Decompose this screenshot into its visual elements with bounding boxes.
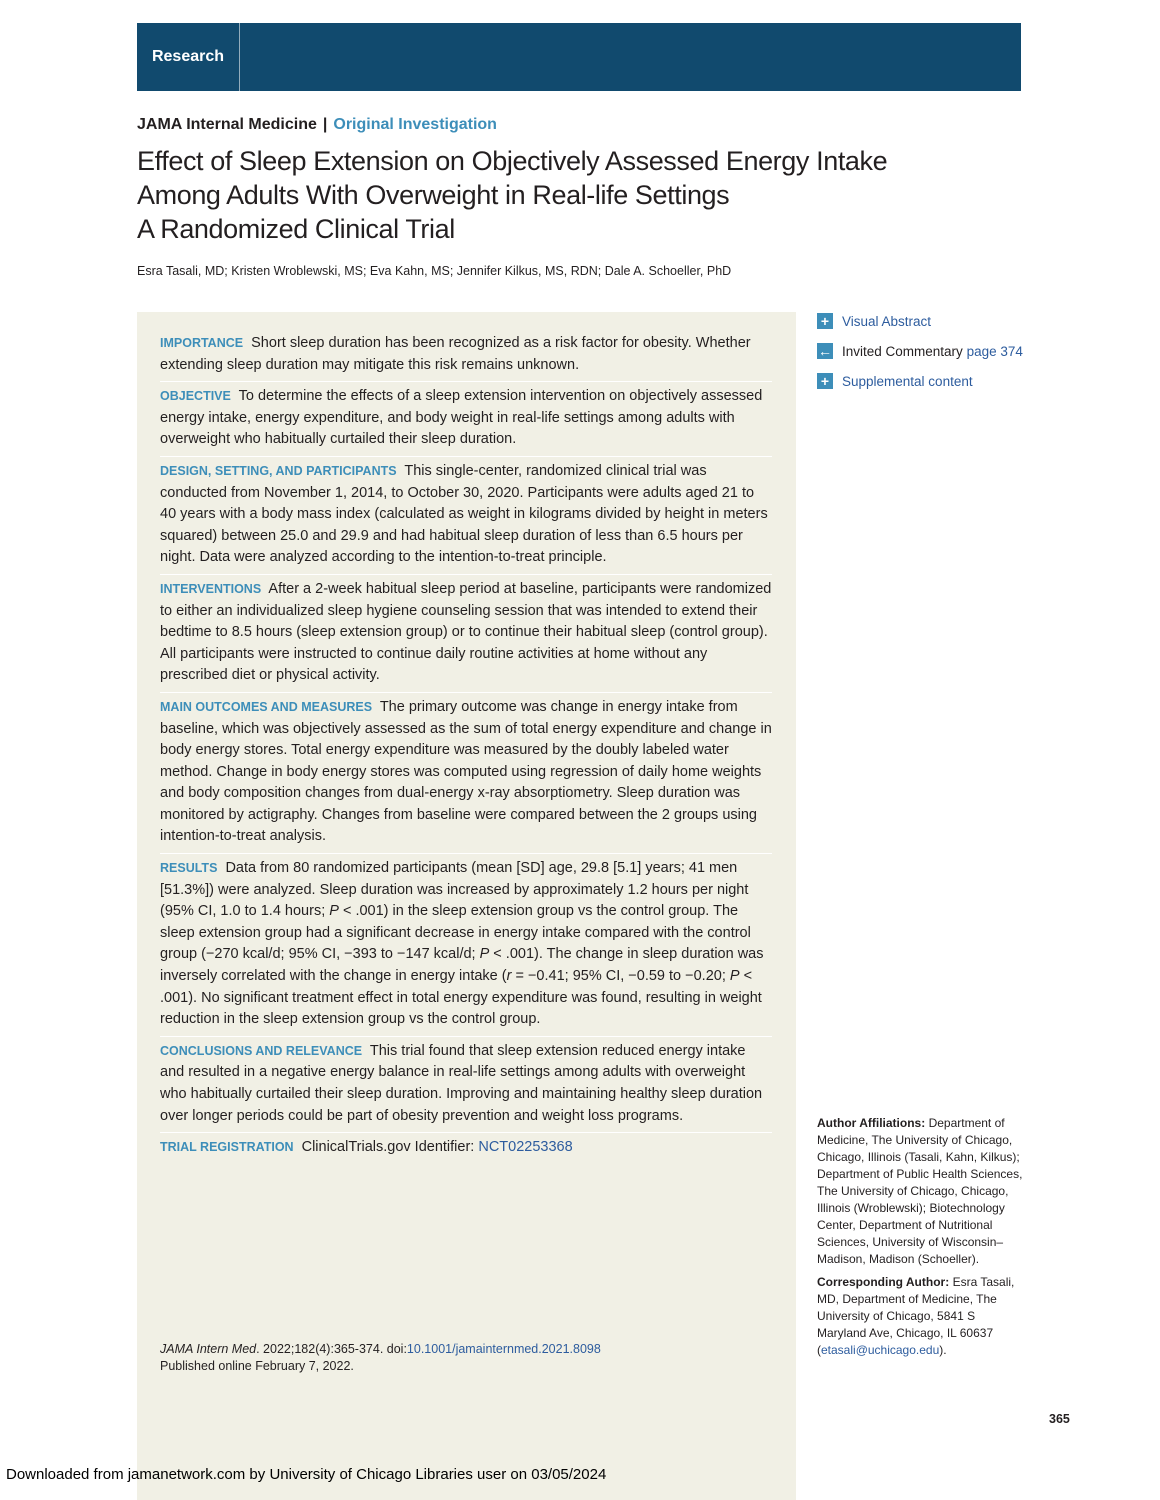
- section-heading: RESULTS: [160, 861, 218, 876]
- p-symbol: P: [729, 968, 740, 985]
- supplemental-content-label[interactable]: Supplemental content: [842, 373, 973, 389]
- visual-abstract-label[interactable]: Visual Abstract: [842, 313, 932, 329]
- page-number: 365: [1049, 1412, 1070, 1426]
- title-line-1: Effect of Sleep Extension on Objectively Assessed Energy Intake: [137, 146, 888, 176]
- abstract-body: [160, 329, 772, 1164]
- affiliations-paragraph: [817, 1115, 1023, 1268]
- citation-details: . 2022;182(4):365-374. doi:: [256, 1342, 407, 1356]
- plus-icon: +: [817, 313, 833, 329]
- visual-abstract-link[interactable]: [817, 306, 1027, 336]
- section-text: ClinicalTrials.gov Identifier:: [301, 1139, 479, 1156]
- journal-line: [137, 116, 497, 134]
- trial-id-link[interactable]: NCT02253368: [478, 1139, 573, 1156]
- abstract-objective: [160, 382, 772, 457]
- article-sidebar: [817, 306, 1027, 396]
- abstract-outcomes: [160, 693, 772, 854]
- section-heading: INTERVENTIONS: [160, 581, 262, 596]
- section-heading: MAIN OUTCOMES AND MEASURES: [160, 699, 373, 714]
- article-type-link[interactable]: Original Investigation: [333, 116, 497, 133]
- section-heading: IMPORTANCE: [160, 336, 244, 350]
- corresponding-close: ).: [939, 1343, 947, 1357]
- section-heading: OBJECTIVE: [160, 389, 231, 404]
- published-date: Published online February 7, 2022.: [160, 1359, 354, 1373]
- results-text-5: < .001). No significant treatment effect in total energy expenditure was found, resulting in weight reduction in the sleep extension group vs the control group.: [160, 968, 762, 1028]
- section-heading: TRIAL REGISTRATION: [160, 1140, 294, 1155]
- abstract-results: [160, 854, 772, 1037]
- article-subtitle: A Randomized Clinical Trial: [137, 214, 455, 244]
- section-text: The primary outcome was change in energy intake from baseline, which was objectively assessed as the sum of total energy expenditure and change in body energy stores. Total energy expenditure was measured by the doubly labeled water method. Change in body energy stores was computed using regression of daily home weights and body composition changes from dual-energy x-ray absorptiometry. Sleep duration was monitored by actigraphy. Changes from baseline were compared between the 2 groups using intention-to-treat analysis.: [160, 698, 772, 845]
- abstract-importance: [160, 329, 772, 382]
- abstract-design: [160, 457, 772, 575]
- results-text-2: < .001) in the sleep extension group vs the control group. The sleep extension group had a significant decrease in energy intake compared with the control group (−270 kcal/d; 95% CI, −393 to −147 kcal/d;: [160, 903, 751, 963]
- section-text: Short sleep duration has been recognized as a risk factor for obesity. Whether extending sleep duration may mitigate this risk remains unknown.: [160, 335, 751, 373]
- section-heading: DESIGN, SETTING, AND PARTICIPANTS: [160, 463, 397, 478]
- invited-commentary-label: Invited Commentary: [842, 343, 963, 359]
- section-text: To determine the effects of a sleep extension intervention on objectively assessed energy intake, energy expenditure, and body weight in real-life settings among adults with overweight who habitually curtailed their sleep duration.: [160, 388, 763, 448]
- r-symbol: r: [506, 968, 512, 985]
- invited-commentary-link[interactable]: [817, 336, 1027, 366]
- corresponding-paragraph: [817, 1274, 1023, 1359]
- section-label: Research: [151, 48, 225, 65]
- arrow-left-icon: ←: [818, 343, 832, 359]
- section-text: This single-center, randomized clinical trial was conducted from November 1, 2014, to October 30, 2020. Participants were adults aged 21 to 40 years with a body mass index (calculated as weight in kilograms divided by height in meters squared) between 25.0 and 29.9 and had habitual sleep duration of less than 6.5 hours per night. Data were analyzed according to the intention-to-treat principle.: [160, 462, 768, 566]
- citation-journal: JAMA Intern Med: [160, 1342, 257, 1356]
- plus-icon: +: [817, 373, 833, 389]
- commentary-page-link[interactable]: page 374: [966, 343, 1023, 359]
- section-text: This trial found that sleep extension reduced energy intake and resulted in a negative energy balance in real-life settings among adults with overweight who habitually curtailed their sleep duration. Improving and maintaining healthy sleep duration over longer periods could be part of obesity prevention and weight loss programs.: [160, 1042, 763, 1124]
- results-text-4: = −0.41; 95% CI, −0.59 to −0.20;: [511, 968, 730, 985]
- author-affiliations: [817, 1115, 1023, 1365]
- citation-block: [160, 1341, 601, 1375]
- abstract-interventions: [160, 575, 772, 693]
- section-heading: CONCLUSIONS AND RELEVANCE: [160, 1043, 363, 1058]
- section-banner: [137, 23, 1021, 91]
- banner-divider: [239, 23, 240, 91]
- abstract-conclusions: [160, 1037, 772, 1133]
- results-text-1: Data from 80 randomized participants (mean [SD] age, 29.8 [5.1] years; 41 men [51.3%]) were analyzed. Sleep duration was increased by approximately 1.2 hours per night (95% CI, 1.0 to 1.4 hours;: [160, 860, 749, 920]
- citation-line: [160, 1341, 601, 1358]
- article-title: [137, 144, 997, 246]
- p-symbol: P: [329, 903, 339, 920]
- p-symbol: P: [479, 946, 490, 963]
- doi-link[interactable]: 10.1001/jamainternmed.2021.8098: [406, 1342, 601, 1356]
- author-list: Esra Tasali, MD; Kristen Wroblewski, MS; Eva Kahn, MS; Jennifer Kilkus, MS, RDN; Dale A. Schoeller, PhD: [137, 264, 732, 278]
- title-line-2: Among Adults With Overweight in Real-life Settings: [137, 180, 730, 210]
- supplemental-content-link[interactable]: [817, 366, 1027, 396]
- journal-separator: |: [322, 116, 328, 133]
- affiliations-heading: Author Affiliations:: [817, 1116, 926, 1130]
- corresponding-heading: Corresponding Author:: [817, 1275, 950, 1289]
- email-link[interactable]: etasali@uchicago.edu: [821, 1343, 940, 1357]
- abstract-registration: [160, 1133, 772, 1164]
- section-text: After a 2-week habitual sleep period at baseline, participants were randomized to either an individualized sleep hygiene counseling session that was intended to extend their bedtime to 8.5 hours (sleep extension group) or to continue their habitual sleep (control group). All participants were instructed to continue daily routine activities at home without any prescribed diet or physical activity.: [160, 580, 772, 684]
- journal-name: JAMA Internal Medicine: [137, 116, 317, 133]
- abstract-panel: [137, 312, 796, 1500]
- download-notice: Downloaded from jamanetwork.com by University of Chicago Libraries user on 03/05/2024: [6, 1466, 607, 1483]
- results-text-3: < .001). The change in sleep duration was inversely correlated with the change in energy intake (: [160, 946, 764, 985]
- affiliations-text: Department of Medicine, The University of Chicago, Chicago, Illinois (Tasali, Kahn, Kilkus); Department of Public Health Sciences, The University of Chicago, Chicago, Illinois (Wroblewski); Biotechnology Center, Department of Nutritional Sciences, University of Wisconsin–Madison, Madison (Schoeller).: [817, 1116, 1023, 1266]
- corresponding-text: Esra Tasali, MD, Department of Medicine, The University of Chicago, 5841 S Maryland Ave, Chicago, IL 60637 (: [817, 1275, 1015, 1357]
